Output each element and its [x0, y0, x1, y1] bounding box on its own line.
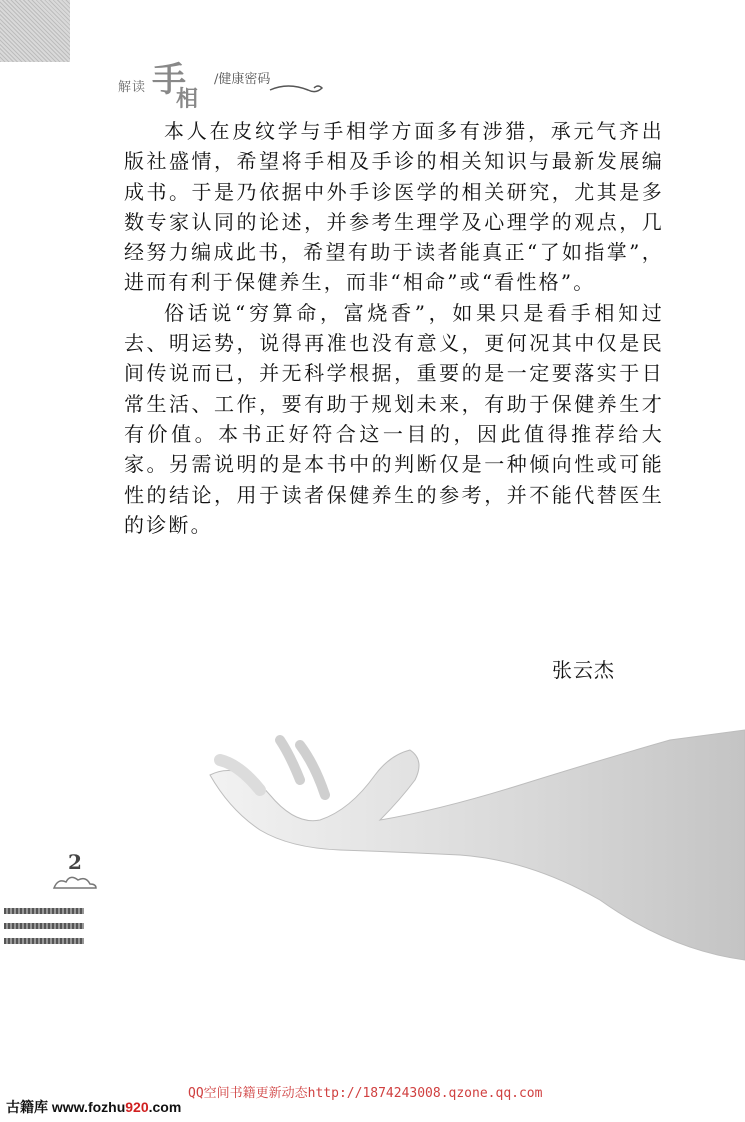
site-domain-part-b: .com [148, 1099, 182, 1115]
header-title-char-1: 手 [152, 60, 186, 100]
paragraph-2: 俗话说“穷算命，富烧香”，如果只是看手相知过去、明运势，说得再准也没有意义，更何况其中仅是民间传说而已，并无科学根据，重要的是一定要落实于日常生活、工作，要有助于规划未来，有助于保健养生才有价值。本书正好符合这一目的，因此值得推荐给大家。另需说明的是本书中的判断仅是一种倾向性或可能性的结论，用于读者保健养生的参考，并不能代替医生的诊断。 [124, 300, 664, 537]
page-number: 2 [68, 850, 82, 874]
header-swirl-ornament-icon [268, 78, 328, 98]
header-suffix: /健康密码 [214, 72, 271, 87]
site-label: 古籍库 www. [6, 1099, 88, 1115]
watermark-text: QQ空间书籍更新动态http://1874243008.qzone.qq.com [188, 1086, 543, 1101]
running-header [118, 38, 358, 112]
header-title-char-2: 相 [176, 86, 199, 112]
hand-illustration [200, 700, 745, 1020]
site-credit [6, 1097, 181, 1117]
site-domain-part-a: fozhu [87, 1099, 126, 1115]
paragraph-1: 本人在皮纹学与手相学方面多有涉猎，承元气齐出版社盛情，希望将手相及手诊的相关知识与最新发展编成书。于是乃依据中外手诊医学的相关研究，尤其是多数专家认同的论述，并参考生理学及心理学的观点，几经努力编成此书，希望有助于读者能真正“了如指掌”，进而有利于保健养生，而非“相命”或“看性格”。 [124, 119, 664, 295]
preface-body [124, 116, 664, 540]
decorative-stripes [4, 908, 84, 953]
author-signature: 张云杰 [552, 658, 615, 682]
site-domain-number: 920 [125, 1099, 149, 1115]
header-prefix: 解读 [118, 80, 147, 95]
cloud-ornament-icon [50, 872, 100, 894]
corner-decoration [0, 0, 70, 62]
